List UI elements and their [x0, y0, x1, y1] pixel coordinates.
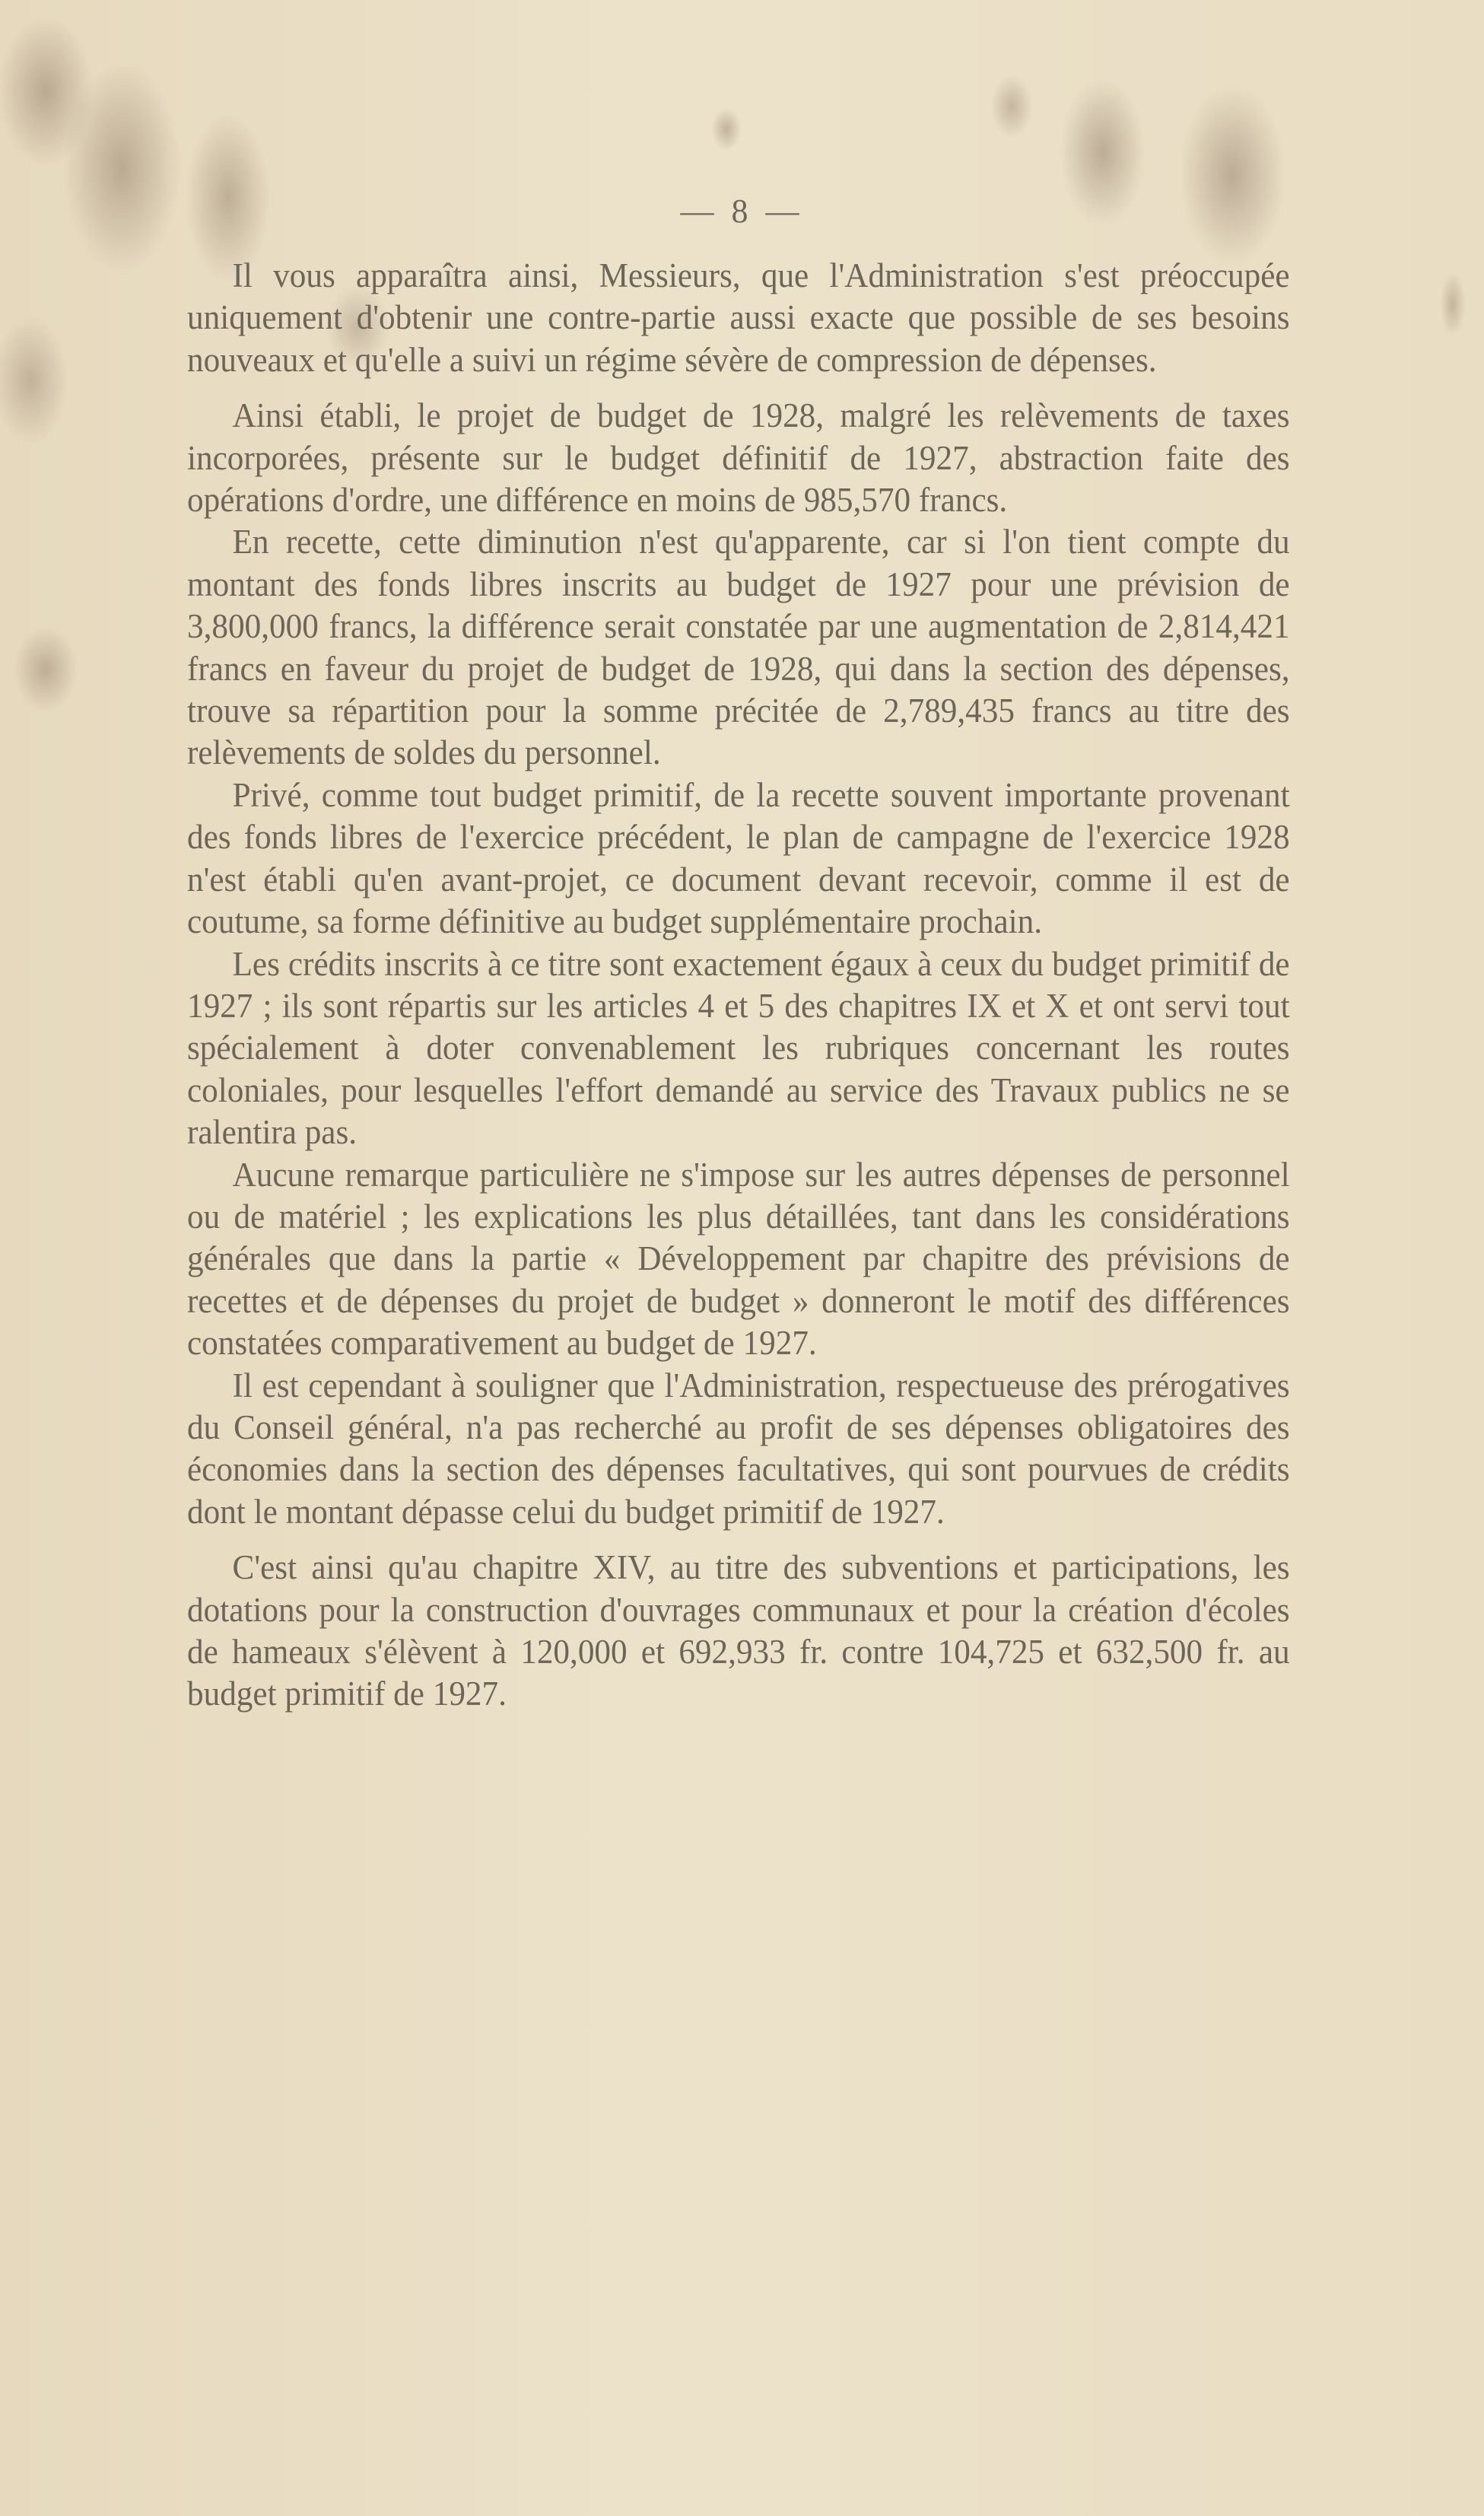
- paragraph-compression: Il vous apparaîtra ainsi, Messieurs, que l'Administration s'est préoccupée uniquement d'obtenir une contre-partie aussi exacte que possible de ses besoins nouveaux et qu'elle a suivi un régime sévère de compression de dépenses.: [187, 256, 1290, 379]
- paragraph-recette: En recette, cette diminution n'est qu'apparente, car si l'on tient compte du montant des fonds libres inscrits au budget de 1927 pour une prévision de 3,800,000 francs, la différence serait constatée par une augmentation de 2,814,421 francs en faveur du projet de budget de 1928, qui dans la section des dépenses, trouve sa répartition pour la somme précitée de 2,789,435 francs au titre des relèvements de soldes du personnel.: [187, 523, 1290, 772]
- paragraph-budget-primitif: Privé, comme tout budget primitif, de la recette souvent importante provenant des fonds libres de l'exercice précédent, le plan de campagne de l'exercice 1928 n'est établi qu'en avant-projet, ce document devant recevoir, comme il est de coutume, sa forme définitive au budget supplémentaire prochain.: [187, 775, 1290, 941]
- body-text: [187, 255, 1290, 1716]
- paragraph-credits-inscrits: Les crédits inscrits à ce titre sont exactement égaux à ceux du budget primitif de 1927 ; ils sont répartis sur les articles 4 et 5 des chapitres IX et X et ont servi tout spécialement à doter convenablement les rubriques concernant les routes coloniales, pour lesquelles l'effort demandé au service des Travaux publics ne se ralentira pas.: [187, 944, 1290, 1152]
- paragraph-remarques: Aucune remarque particulière ne s'impose sur les autres dépenses de personnel ou de matériel ; les explications les plus détaillées, tant dans les considérations générales que dans la partie « Développement par chapitre des prévisions de recettes et de dépenses du projet de budget » donneront le motif des différences constatées comparativement au budget de 1927.: [187, 1155, 1290, 1363]
- paragraph-prerogatives: Il est cependant à souligner que l'Administration, respectueuse des prérogatives du Conseil général, n'a pas recherché au profit de ses dépenses obligatoires des économies dans la section des dépenses facultatives, qui sont pourvues de crédits dont le montant dépasse celui du budget primitif de 1927.: [187, 1366, 1290, 1531]
- paragraph-chapitre-xiv: C'est ainsi qu'au chapitre XIV, au titre des subventions et participations, les dotations pour la construction d'ouvrages communaux et pour la création d'écoles de hameaux s'élèvent à 120,000 et 692,933 fr. contre 104,725 et 632,500 fr. au budget primitif de 1927.: [187, 1548, 1290, 1713]
- paragraph-budget-difference: Ainsi établi, le projet de budget de 1928, malgré les relèvements de taxes incorporées, présente sur le budget définitif de 1927, abstraction faite des opérations d'ordre, une différence en moins de 985,570 francs.: [187, 396, 1290, 520]
- page-number: — 8 —: [680, 192, 804, 230]
